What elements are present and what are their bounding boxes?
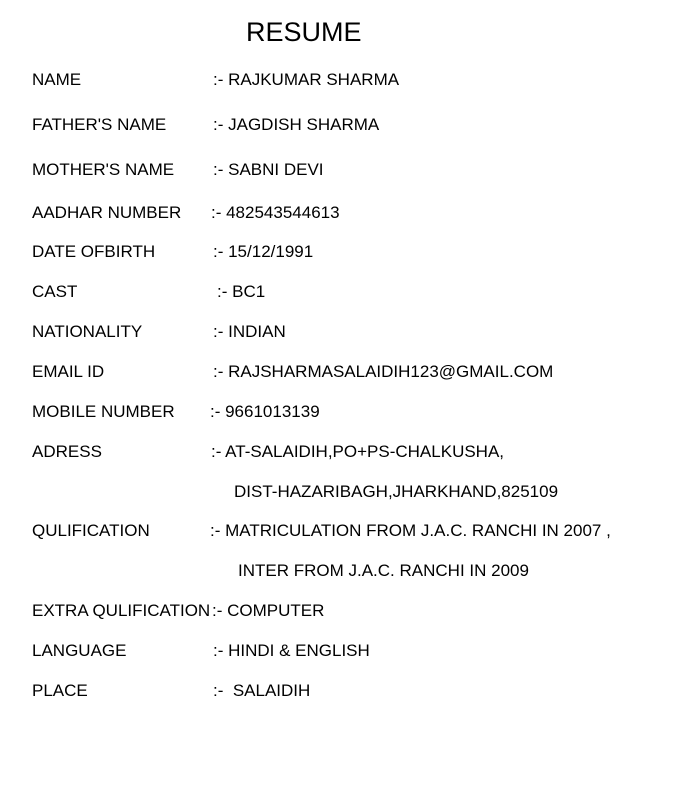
field-value: :- SALAIDIH xyxy=(213,681,311,700)
field-value: :- RAJKUMAR SHARMA xyxy=(213,70,400,89)
field-value: :- 9661013139 xyxy=(210,402,320,421)
field-label: LANGUAGE xyxy=(32,641,127,660)
field-value: :- RAJSHARMASALAIDIH123@GMAIL.COM xyxy=(213,362,554,381)
field-label: QULIFICATION xyxy=(32,521,150,540)
field-value: :- HINDI & ENGLISH xyxy=(213,641,370,660)
field-label: EMAIL ID xyxy=(32,362,105,381)
field-value: :- AT-SALAIDIH,PO+PS-CHALKUSHA, xyxy=(211,442,505,461)
field-address-continuation: DIST-HAZARIBAGH,JHARKHAND,825109 xyxy=(234,482,559,501)
field-label: MOBILE NUMBER xyxy=(32,402,175,421)
field-qualification-continuation: INTER FROM J.A.C. RANCHI IN 2009 xyxy=(238,561,529,580)
field-value: :- MATRICULATION FROM J.A.C. RANCHI IN 2007 , xyxy=(210,521,611,540)
field-value: :- 15/12/1991 xyxy=(213,242,314,261)
field-label: MOTHER'S NAME xyxy=(32,160,175,179)
field-value: :- INDIAN xyxy=(213,322,286,341)
field-label: DATE OFBIRTH xyxy=(32,242,156,261)
field-value: :- BC1 xyxy=(217,282,266,301)
resume-title: RESUME xyxy=(246,17,362,47)
field-label: FATHER'S NAME xyxy=(32,115,167,134)
field-value: :- JAGDISH SHARMA xyxy=(213,115,380,134)
field-label: AADHAR NUMBER xyxy=(32,203,182,222)
field-label: NATIONALITY xyxy=(32,322,143,341)
field-value: :- COMPUTER xyxy=(212,601,325,620)
field-label: EXTRA QULIFICATION xyxy=(32,601,211,620)
field-label: CAST xyxy=(32,282,78,301)
field-label: PLACE xyxy=(32,681,88,700)
field-value: :- 482543544613 xyxy=(211,203,340,222)
field-label: NAME xyxy=(32,70,82,89)
field-value: :- SABNI DEVI xyxy=(213,160,324,179)
field-label: ADRESS xyxy=(32,442,102,461)
